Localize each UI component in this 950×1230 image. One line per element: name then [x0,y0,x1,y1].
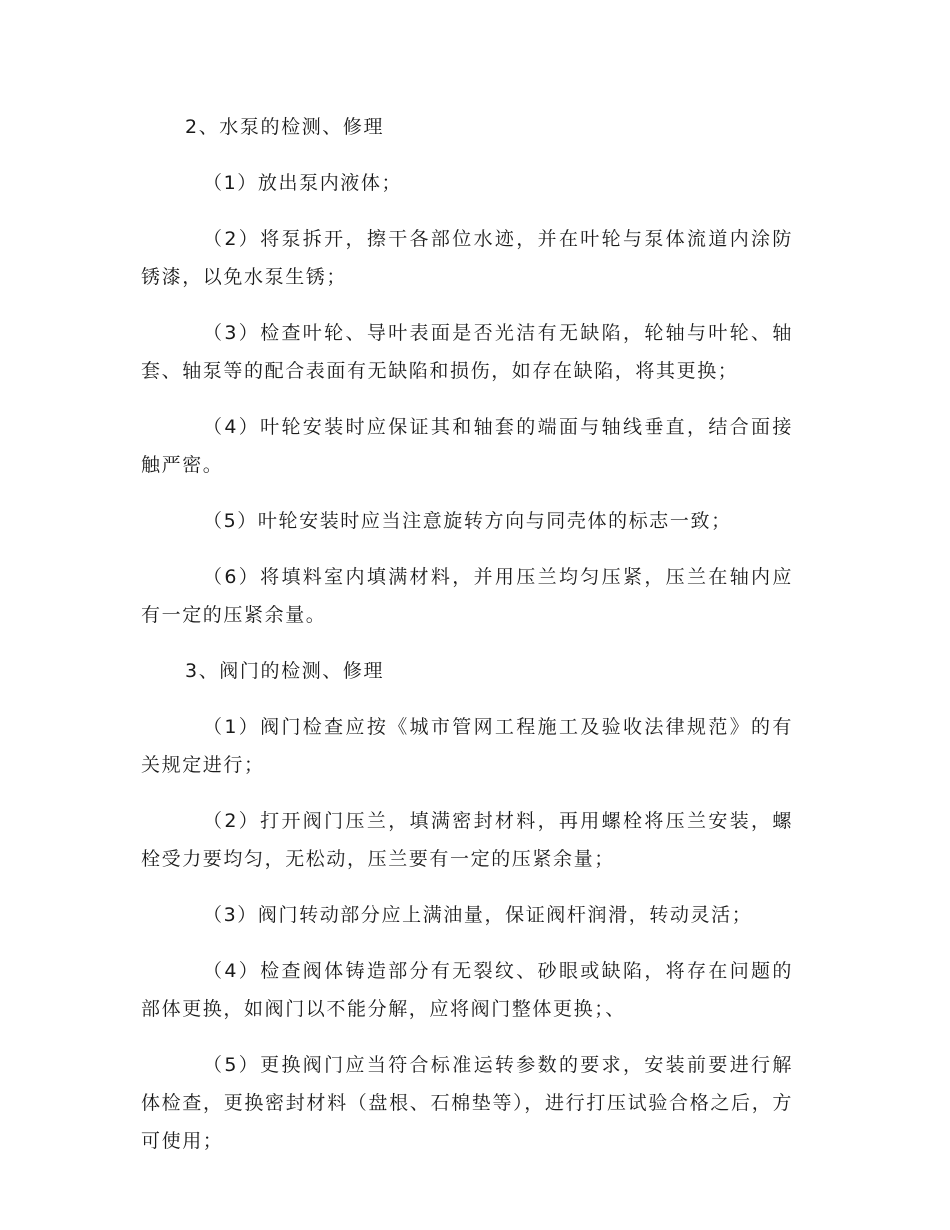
pump-step-2: （2）将泵拆开，擦干各部位水迹，并在叶轮与泵体流道内涂防锈漆，以免水泵生锈； [141,228,793,288]
valve-step-3: （3）阀门转动部分应上满油量，保证阀杆润滑，转动灵活； [203,904,753,926]
valve-step-4: （4）检查阀体铸造部分有无裂纹、砂眼或缺陷，将存在问题的部体更换，如阀门以不能分解，应将阀门整体更换；、 [141,960,793,1020]
pump-step-4: （4）叶轮安装时应保证其和轴套的端面与轴线垂直，结合面接触严密。 [141,416,793,476]
pump-step-1: （1）放出泵内液体； [203,172,403,194]
pump-step-3: （3）检查叶轮、导叶表面是否光洁有无缺陷，轮轴与叶轮、轴套、轴泵等的配合表面有无缺陷和损伤，如存在缺陷，将其更换； [141,322,793,382]
section-heading-pump: 2、水泵的检测、修理 [185,116,385,138]
valve-step-1: （1）阀门检查应按《城市管网工程施工及验收法律规范》的有关规定进行； [141,716,793,776]
pump-step-6: （6）将填料室内填满材料，并用压兰均匀压紧，压兰在轴内应有一定的压紧余量。 [141,566,793,626]
valve-step-5: （5）更换阀门应当符合标准运转参数的要求，安装前要进行解体检查，更换密封材料（盘根、石棉垫等），进行打压试验合格之后，方可使用； [141,1054,793,1152]
document-body [141,108,793,1160]
valve-step-2: （2）打开阀门压兰，填满密封材料，再用螺栓将压兰安装，螺栓受力要均匀，无松动，压兰要有一定的压紧余量； [141,810,793,870]
section-heading-valve: 3、阀门的检测、修理 [185,660,385,682]
pump-step-5: （5）叶轮安装时应当注意旋转方向与同壳体的标志一致； [203,510,732,532]
